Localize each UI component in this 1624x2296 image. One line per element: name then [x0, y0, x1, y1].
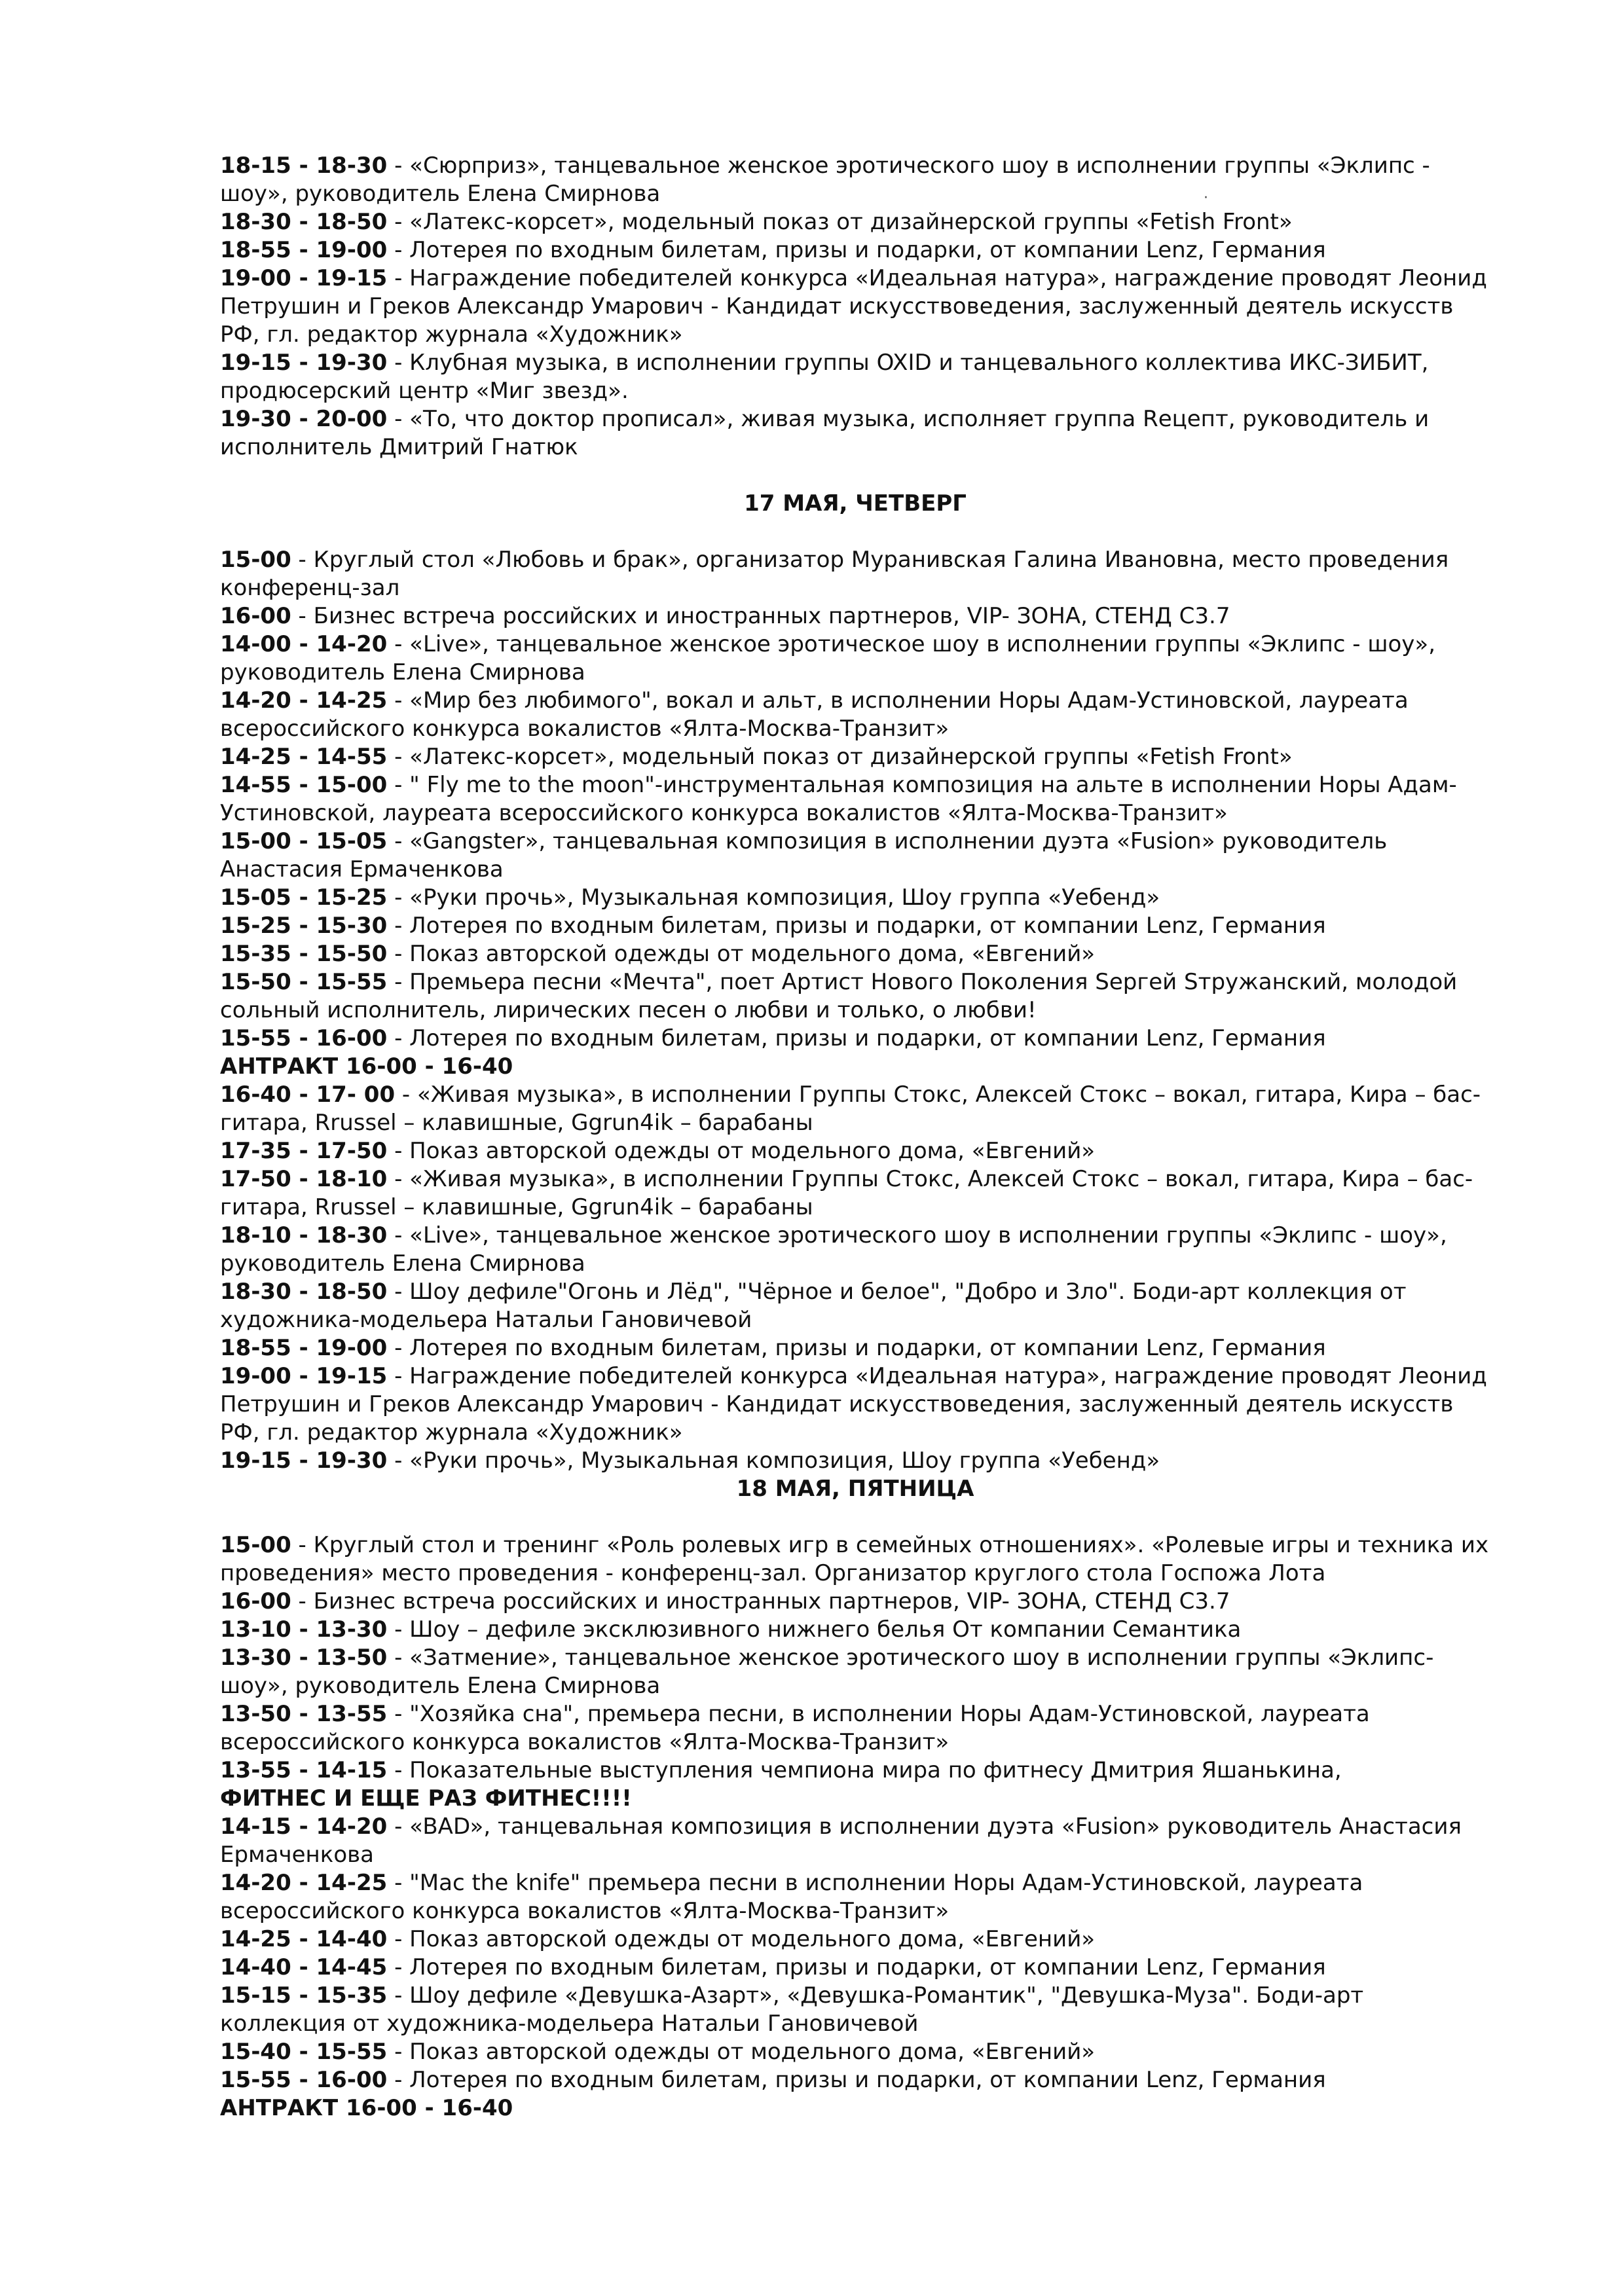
- schedule-description: - «Мир без любимого", вокал и альт, в исполнении Норы Адам-Устиновской, лауреата всероссийского конкурса вокалистов «Ялта-Москва-Транзит»: [220, 687, 1409, 742]
- schedule-item: [220, 1362, 1490, 1447]
- schedule-item: [220, 208, 1490, 236]
- schedule-item: [220, 1081, 1490, 1137]
- schedule-description: - Шоу дефиле"Огонь и Лёд", "Чёрное и белое", "Добро и Зло". Боди-арт коллекция от художника-модельера Натальи Гановичевой: [220, 1279, 1407, 1333]
- schedule-item: [220, 1222, 1490, 1278]
- schedule-item: [220, 771, 1490, 828]
- schedule-time: 19-00 - 19-15: [220, 1363, 388, 1389]
- schedule-description: - «Сюрприз», танцевальное женское эротического шоу в исполнении группы «Эклипс - шоу», руководитель Елена Смирнова: [220, 153, 1430, 207]
- schedule-item: [220, 743, 1490, 771]
- schedule-item: [220, 1785, 1490, 1813]
- schedule-description: - Шоу – дефиле эксклюзивного нижнего белья От компании Семантика: [387, 1616, 1242, 1643]
- schedule-description: - Клубная музыка, в исполнении группы OXID и танцевального коллектива ИКС-ЗИБИТ, продюсерский центр «Миг звезд».: [220, 350, 1429, 404]
- schedule-description: - Лотерея по входным билетам, призы и подарки, от компании Lenz, Германия: [387, 2067, 1326, 2093]
- schedule-description: - Бизнес встреча российских и иностранных партнеров, VIP- ЗОНА, СТЕНД С3.7: [291, 1588, 1230, 1614]
- schedule-time: АНТРАКТ 16-00 - 16-40: [220, 2095, 513, 2121]
- schedule-time: 13-10 - 13-30: [220, 1616, 388, 1643]
- schedule-time: 15-05 - 15-25: [220, 884, 388, 911]
- schedule-description: - «Затмение», танцевальное женское эротического шоу в исполнении группы «Эклипс-шоу», руководитель Елена Смирнова: [220, 1645, 1434, 1699]
- schedule-item: [220, 1531, 1490, 1588]
- schedule-item: [220, 602, 1490, 630]
- schedule-time: 15-25 - 15-30: [220, 913, 388, 939]
- schedule-item: [220, 884, 1490, 912]
- schedule-description: - «То, что доктор прописал», живая музыка, исполняет группа Rецепт, руководитель и исполнитель Дмитрий Гнатюк: [220, 406, 1430, 460]
- schedule-time: 17-35 - 17-50: [220, 1138, 388, 1164]
- schedule-time: 15-55 - 16-00: [220, 1025, 388, 1051]
- schedule-item: [220, 630, 1490, 687]
- schedule-time: 18-15 - 18-30: [220, 153, 388, 179]
- schedule-item: [220, 1700, 1490, 1757]
- schedule-description: - Лотерея по входным билетам, призы и подарки, от компании Lenz, Германия: [387, 913, 1326, 939]
- schedule-time: ФИТНЕС И ЕЩЕ РАЗ ФИТНЕС!!!!: [220, 1785, 632, 1812]
- schedule-description: - Лотерея по входным билетам, призы и подарки, от компании Lenz, Германия: [387, 237, 1326, 263]
- schedule-time: 13-50 - 13-55: [220, 1701, 388, 1727]
- day-heading: 17 МАЯ, ЧЕТВЕРГ: [744, 490, 967, 517]
- schedule-description: - Премьера песни «Мечта", поет Артист Нового Поколения Sергей Sтружанский, молодой сольный исполнитель, лирических песен о любви и только, о любви!: [220, 969, 1458, 1023]
- schedule-time: 15-55 - 16-00: [220, 2067, 388, 2093]
- schedule-description: - Показ авторской одежды от модельного дома, «Евгений»: [387, 2039, 1096, 2065]
- schedule-time: 15-00 - 15-05: [220, 828, 388, 854]
- schedule-time: 18-55 - 19-00: [220, 1335, 388, 1361]
- scan-speck: ·: [1204, 190, 1208, 206]
- schedule-time: 18-30 - 18-50: [220, 209, 388, 235]
- schedule-description: - «Gangster», танцевальная композиция в исполнении дуэта «Fusion» руководитель Анастасия Ермаченкова: [220, 828, 1388, 883]
- schedule-item: [220, 152, 1490, 208]
- schedule-item: [220, 1447, 1490, 1475]
- schedule-time: 17-50 - 18-10: [220, 1166, 388, 1192]
- schedule-time: 15-50 - 15-55: [220, 969, 388, 995]
- schedule-item: [220, 1616, 1490, 1644]
- schedule-item: [220, 912, 1490, 940]
- schedule-time: 15-15 - 15-35: [220, 1982, 388, 2009]
- schedule-time: 15-00: [220, 1532, 291, 1558]
- schedule-description: - "Хозяйка сна", премьера песни, в исполнении Норы Адам-Устиновской, лауреата всероссийского конкурса вокалистов «Ялта-Москва-Транзит»: [220, 1701, 1370, 1755]
- schedule-item: [220, 828, 1490, 884]
- schedule-description: - «Live», танцевальное женское эротического шоу в исполнении группы «Эклипс - шоу», руководитель Елена Смирнова: [220, 1222, 1447, 1277]
- schedule-time: 14-15 - 14-20: [220, 1813, 388, 1840]
- schedule-description: - Показательные выступления чемпиона мира по фитнесу Дмитрия Яшанькина,: [387, 1757, 1342, 1783]
- schedule-time: 14-25 - 14-40: [220, 1926, 388, 1952]
- schedule-item: [220, 1053, 1490, 1081]
- schedule-description: - Награждение победителей конкурса «Идеальная натура», награждение проводят Леонид Петрушин и Греков Александр Умарович - Кандидат искусствоведения, заслуженный деятель искусств РФ, гл. редактор журнала «Художник»: [220, 265, 1487, 348]
- schedule-item: [220, 236, 1490, 264]
- schedule-time: 16-00: [220, 603, 291, 629]
- schedule-item: [220, 968, 1490, 1025]
- schedule-time: 14-40 - 14-45: [220, 1954, 388, 1980]
- schedule-description: - Круглый стол и тренинг «Роль ролевых игр в семейных отношениях». «Ролевые игры и техника их проведения» место проведения - конференц-зал. Организатор круглого стола Госпожа Лота: [220, 1532, 1489, 1586]
- schedule-description: - «Живая музыка», в исполнении Группы Стокс, Алексей Стокс – вокал, гитара, Кира – бас-гитара, Rrussel – клавишные, Ggrun4ik – барабаны: [220, 1166, 1473, 1220]
- schedule-description: - «Руки прочь», Музыкальная композиция, Шоу группа «Уебенд»: [387, 884, 1160, 911]
- schedule-item: [220, 264, 1490, 349]
- schedule-item: [220, 546, 1490, 602]
- schedule-time: АНТРАКТ 16-00 - 16-40: [220, 1053, 513, 1080]
- schedule-description: - Лотерея по входным билетам, призы и подарки, от компании Lenz, Германия: [387, 1954, 1326, 1980]
- schedule-description: - Круглый стол «Любовь и брак», организатор Муранивская Галина Ивановна, место проведения конференц-зал: [220, 547, 1449, 601]
- schedule-description: - «Live», танцевальное женское эротическое шоу в исполнении группы «Эклипс - шоу», руководитель Елена Смирнова: [220, 631, 1436, 685]
- schedule-description: - Шоу дефиле «Девушка-Азарт», «Девушка-Романтик", "Девушка-Муза". Боди-арт коллекция от художника-модельера Натальи Гановичевой: [220, 1982, 1364, 2037]
- schedule-item: [220, 1025, 1490, 1053]
- schedule-item: [220, 1644, 1490, 1700]
- schedule-description: - Показ авторской одежды от модельного дома, «Евгений»: [387, 941, 1096, 967]
- schedule-description: - " Fly me to the moon"-инструментальная композиция на альте в исполнении Норы Адам-Устиновской, лауреата всероссийского конкурса вокалистов «Ялта-Москва-Транзит»: [220, 772, 1457, 826]
- schedule-time: 14-20 - 14-25: [220, 1870, 388, 1896]
- schedule-description: - «Руки прочь», Музыкальная композиция, Шоу группа «Уебенд»: [387, 1448, 1160, 1474]
- schedule-time: 18-30 - 18-50: [220, 1279, 388, 1305]
- schedule-time: 15-40 - 15-55: [220, 2039, 388, 2065]
- schedule-time: 16-40 - 17- 00: [220, 1082, 396, 1108]
- schedule-description: - «Живая музыка», в исполнении Группы Стокс, Алексей Стокс – вокал, гитара, Кира – бас-гитара, Rrussel – клавишные, Ggrun4ik – барабаны: [220, 1082, 1481, 1136]
- schedule-item: [220, 1869, 1490, 1925]
- schedule-item: [220, 1588, 1490, 1616]
- schedule-description: - «BAD», танцевальная композиция в исполнении дуэта «Fusion» руководитель Анастасия Ермаченкова: [220, 1813, 1462, 1868]
- schedule-time: 15-00: [220, 547, 291, 573]
- schedule-item: [220, 2094, 1490, 2123]
- schedule-item: [220, 940, 1490, 968]
- schedule-description: - Лотерея по входным билетам, призы и подарки, от компании Lenz, Германия: [387, 1335, 1326, 1361]
- schedule-time: 18-10 - 18-30: [220, 1222, 388, 1248]
- schedule-description: - «Латекс-корсет», модельный показ от дизайнерской группы «Fetish Front»: [387, 744, 1293, 770]
- schedule-description: - Показ авторской одежды от модельного дома, «Евгений»: [387, 1926, 1096, 1952]
- schedule-time: 19-00 - 19-15: [220, 265, 388, 291]
- schedule-time: 19-15 - 19-30: [220, 350, 388, 376]
- schedule-item: [220, 1925, 1490, 1954]
- schedule-item: [220, 1278, 1490, 1334]
- schedule-time: 15-35 - 15-50: [220, 941, 388, 967]
- schedule-item: [220, 1137, 1490, 1165]
- schedule-description: - "Mac the knife" премьера песни в исполнении Норы Адам-Устиновской, лауреата всероссийского конкурса вокалистов «Ялта-Москва-Транзит»: [220, 1870, 1363, 1924]
- schedule-item: [220, 1334, 1490, 1362]
- schedule-item: [220, 2066, 1490, 2094]
- schedule-description: - Бизнес встреча российских и иностранных партнеров, VIP- ЗОНА, СТЕНД С3.7: [291, 603, 1230, 629]
- document-body: [220, 152, 1490, 2123]
- schedule-description: - Награждение победителей конкурса «Идеальная натура», награждение проводят Леонид Петрушин и Греков Александр Умарович - Кандидат искусствоведения, заслуженный деятель искусств РФ, гл. редактор журнала «Художник»: [220, 1363, 1487, 1446]
- schedule-description: - Лотерея по входным билетам, призы и подарки, от компании Lenz, Германия: [387, 1025, 1326, 1051]
- schedule-time: 19-30 - 20-00: [220, 406, 388, 432]
- schedule-item: [220, 1954, 1490, 1982]
- schedule-time: 13-30 - 13-50: [220, 1645, 388, 1671]
- day-heading: 18 МАЯ, ПЯТНИЦА: [736, 1476, 974, 1502]
- schedule-item: [220, 1813, 1490, 1869]
- schedule-item: [220, 1982, 1490, 2038]
- schedule-time: 13-55 - 14-15: [220, 1757, 388, 1783]
- schedule-time: 19-15 - 19-30: [220, 1448, 388, 1474]
- schedule-item: [220, 687, 1490, 743]
- schedule-item: [220, 349, 1490, 405]
- schedule-item: [220, 1165, 1490, 1222]
- schedule-item: [220, 2038, 1490, 2066]
- schedule-item: [220, 1757, 1490, 1785]
- schedule-description: - «Латекс-корсет», модельный показ от дизайнерской группы «Fetish Front»: [387, 209, 1293, 235]
- schedule-time: 14-00 - 14-20: [220, 631, 388, 657]
- schedule-time: 14-25 - 14-55: [220, 744, 388, 770]
- schedule-time: 14-55 - 15-00: [220, 772, 388, 798]
- schedule-time: 14-20 - 14-25: [220, 687, 388, 714]
- schedule-item: [220, 405, 1490, 462]
- schedule-time: 18-55 - 19-00: [220, 237, 388, 263]
- schedule-description: - Показ авторской одежды от модельного дома, «Евгений»: [387, 1138, 1096, 1164]
- schedule-time: 16-00: [220, 1588, 291, 1614]
